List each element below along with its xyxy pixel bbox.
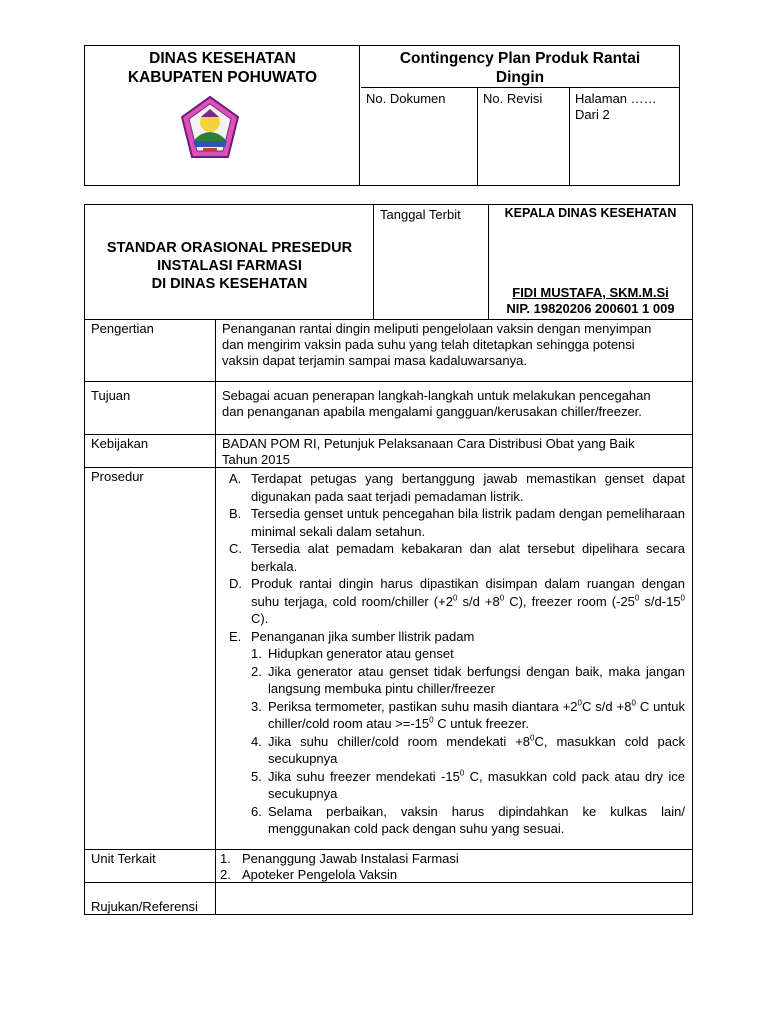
row-unit-terkait <box>85 850 692 883</box>
kebijakan-line-2: Tahun 2015 <box>222 452 290 467</box>
item-text: Tersedia alat pemadam kebakaran dan alat tersebut dipelihara secara berkala. <box>251 541 685 574</box>
item-marker: B. <box>229 506 242 521</box>
sop-table <box>84 204 693 915</box>
pengertian-label: Pengertian <box>85 320 216 381</box>
sub-text: Jika generator atau genset tidak berfungsi dengan baik, maka jangan langsung membuka pintu chiller/freezer <box>268 663 685 696</box>
halaman-cell <box>570 88 679 186</box>
kepala-dinas-name: FIDI MUSTAFA, SKM.M.Si <box>512 285 669 300</box>
sop-title-line-2: INSTALASI FARMASI <box>157 258 302 274</box>
unit-terkait-label: Unit Terkait <box>85 850 216 882</box>
sop-title-line-1: STANDAR ORASIONAL PRESEDUR <box>106 240 353 256</box>
prosedur-item-e <box>216 628 692 646</box>
text-part: Produk rantai dingin harus dipastikan disimpan dalam ruangan dengan suhu terjaga, cold room/chiller (+2 <box>251 576 685 609</box>
unit-marker: 1. <box>220 851 231 866</box>
halaman-label: Halaman …… <box>575 91 657 106</box>
header-org-cell <box>85 46 360 185</box>
text-part: Jika suhu chiller/cold room mendekati +8 <box>268 733 531 749</box>
item-marker: C. <box>229 541 242 556</box>
tujuan-text <box>216 382 692 421</box>
doc-title-line-1: Contingency Plan Produk Rantai <box>399 50 641 67</box>
rujukan-text <box>216 883 692 885</box>
degree-superscript: 0 <box>499 593 505 603</box>
degree-superscript: 0 <box>634 593 640 603</box>
sub-text <box>268 769 685 802</box>
degree-superscript: 0 <box>429 715 434 725</box>
text-part: C untuk freezer. <box>433 716 529 731</box>
tujuan-line-2: dan penanganan apabila mengalami gangguan/kerusakan chiller/freezer. <box>222 404 642 419</box>
item-text: Penanganan jika sumber llistrik padam <box>251 628 475 644</box>
sub-item-3 <box>216 698 692 733</box>
prosedur-label: Prosedur <box>85 468 216 849</box>
pengertian-text <box>216 320 692 370</box>
item-marker: A. <box>229 471 242 486</box>
text-part: C s/d +8 <box>581 698 632 714</box>
degree-superscript: 0 <box>459 768 465 778</box>
kebijakan-text <box>216 435 692 469</box>
prosedur-item-a <box>216 470 692 505</box>
pengertian-line-2: dan mengirim vaksin pada suhu yang telah ditetapkan sehingga potensi <box>222 337 635 352</box>
kepala-dinas-signature-block <box>489 285 692 317</box>
kepala-dinas-cell <box>489 205 692 320</box>
pohuwato-regency-emblem-icon <box>179 95 241 161</box>
tanggal-terbit-cell <box>374 205 489 320</box>
no-dokumen-label: No. Dokumen <box>366 91 446 106</box>
no-revisi-cell <box>478 88 570 186</box>
sub-item-2 <box>216 663 692 698</box>
degree-superscript: 0 <box>631 698 636 708</box>
halaman-count: Dari 2 <box>575 107 610 122</box>
sub-marker: 3. <box>251 698 262 714</box>
sop-title-line-3: DI DINAS KESEHATAN <box>151 276 308 292</box>
row-prosedur <box>85 468 692 850</box>
sub-text: Selama perbaikan, vaksin harus dipindahkan ke kulkas lain/ menggunakan cold pack dengan suhu yang sesuai. <box>268 803 685 836</box>
text-part: Periksa termometer, pastikan suhu masih diantara +2 <box>268 698 578 714</box>
text-part: s/d +8 <box>457 593 500 609</box>
tujuan-line-1: Sebagai acuan penerapan langkah-langkah untuk melakukan pencegahan <box>222 388 651 403</box>
sub-marker: 5. <box>251 768 262 784</box>
rujukan-label: Rujukan/Referensi <box>85 883 216 914</box>
kebijakan-line-1: BADAN POM RI, Petunjuk Pelaksanaan Cara Distribusi Obat yang Baik <box>222 436 635 451</box>
no-dokumen-cell <box>361 88 478 186</box>
sub-text: Hidupkan generator atau genset <box>268 646 454 661</box>
row-rujukan <box>85 883 692 914</box>
degree-superscript: 0 <box>530 733 535 743</box>
tujuan-label: Tujuan <box>85 382 216 434</box>
unit-terkait-list <box>216 850 692 882</box>
sub-item-1 <box>216 645 692 663</box>
row-kebijakan <box>85 435 692 468</box>
degree-superscript: 0 <box>452 593 458 603</box>
text-part: C, masukkan cold pack atau dry ice secukupnya <box>268 768 685 801</box>
unit-marker: 2. <box>220 866 231 882</box>
text-part: s/d-15 <box>639 593 681 609</box>
sub-item-4 <box>216 733 692 768</box>
organization-name <box>85 49 360 87</box>
tanggal-terbit-label: Tanggal Terbit <box>380 207 461 222</box>
doc-title-line-2: Dingin <box>495 69 545 86</box>
sub-item-5 <box>216 768 692 803</box>
unit-item-2 <box>216 867 692 883</box>
row-pengertian <box>85 320 692 382</box>
kebijakan-label: Kebijakan <box>85 435 216 467</box>
text-part: C), freezer room (-25 <box>504 593 635 609</box>
pengertian-line-1: Penanganan rantai dingin meliputi pengelolaan vaksin dengan menyimpan <box>222 321 652 336</box>
org-line-2: KABUPATEN POHUWATO <box>127 69 318 86</box>
unit-text: Apoteker Pengelola Vaksin <box>242 866 398 882</box>
pengertian-line-3: vaksin dapat terjamin sampai masa kadaluwarsanya. <box>222 353 527 368</box>
unit-item-1 <box>216 851 692 867</box>
row-tujuan <box>85 382 692 435</box>
sop-title-cell <box>85 205 374 320</box>
sub-marker: 6. <box>251 803 262 819</box>
sub-text <box>268 699 685 732</box>
degree-superscript: 0 <box>577 698 582 708</box>
unit-text: Penanggung Jawab Instalasi Farmasi <box>242 851 459 866</box>
item-text: Terdapat petugas yang bertanggung jawab memastikan genset dapat digunakan pada saat terjadi pemadaman listrik. <box>251 471 685 504</box>
document-header <box>84 45 680 186</box>
prosedur-item-b <box>216 505 692 540</box>
sop-title <box>85 239 374 293</box>
item-text <box>251 576 685 626</box>
item-marker: E. <box>229 628 242 644</box>
header-meta-row <box>361 87 679 185</box>
sub-marker: 1. <box>251 646 262 661</box>
item-marker: D. <box>229 576 242 591</box>
prosedur-item-c <box>216 540 692 575</box>
degree-superscript: 0 <box>680 593 685 603</box>
prosedur-list <box>216 470 692 838</box>
no-revisi-label: No. Revisi <box>483 91 543 106</box>
kepala-dinas-nip: NIP. 19820206 200601 1 009 <box>506 301 675 316</box>
prosedur-item-d <box>216 575 692 628</box>
text-part: C untuk chiller/cold room atau >=-15 <box>268 698 685 731</box>
org-line-1: DINAS KESEHATAN <box>149 50 296 67</box>
sub-marker: 4. <box>251 733 262 749</box>
kepala-dinas-title: KEPALA DINAS KESEHATAN <box>504 206 677 220</box>
sub-item-6 <box>216 803 692 838</box>
sub-text <box>268 734 685 767</box>
text-part: Jika suhu freezer mendekati -15 <box>268 768 460 784</box>
sub-marker: 2. <box>251 663 262 679</box>
item-text: Tersedia genset untuk pencegahan bila listrik padam dengan pemeliharaan minimal sekali dalam setahun. <box>251 506 685 539</box>
text-part: C). <box>251 611 269 626</box>
text-part: C, masukkan cold pack secukupnya <box>268 733 685 766</box>
document-title <box>361 49 679 87</box>
